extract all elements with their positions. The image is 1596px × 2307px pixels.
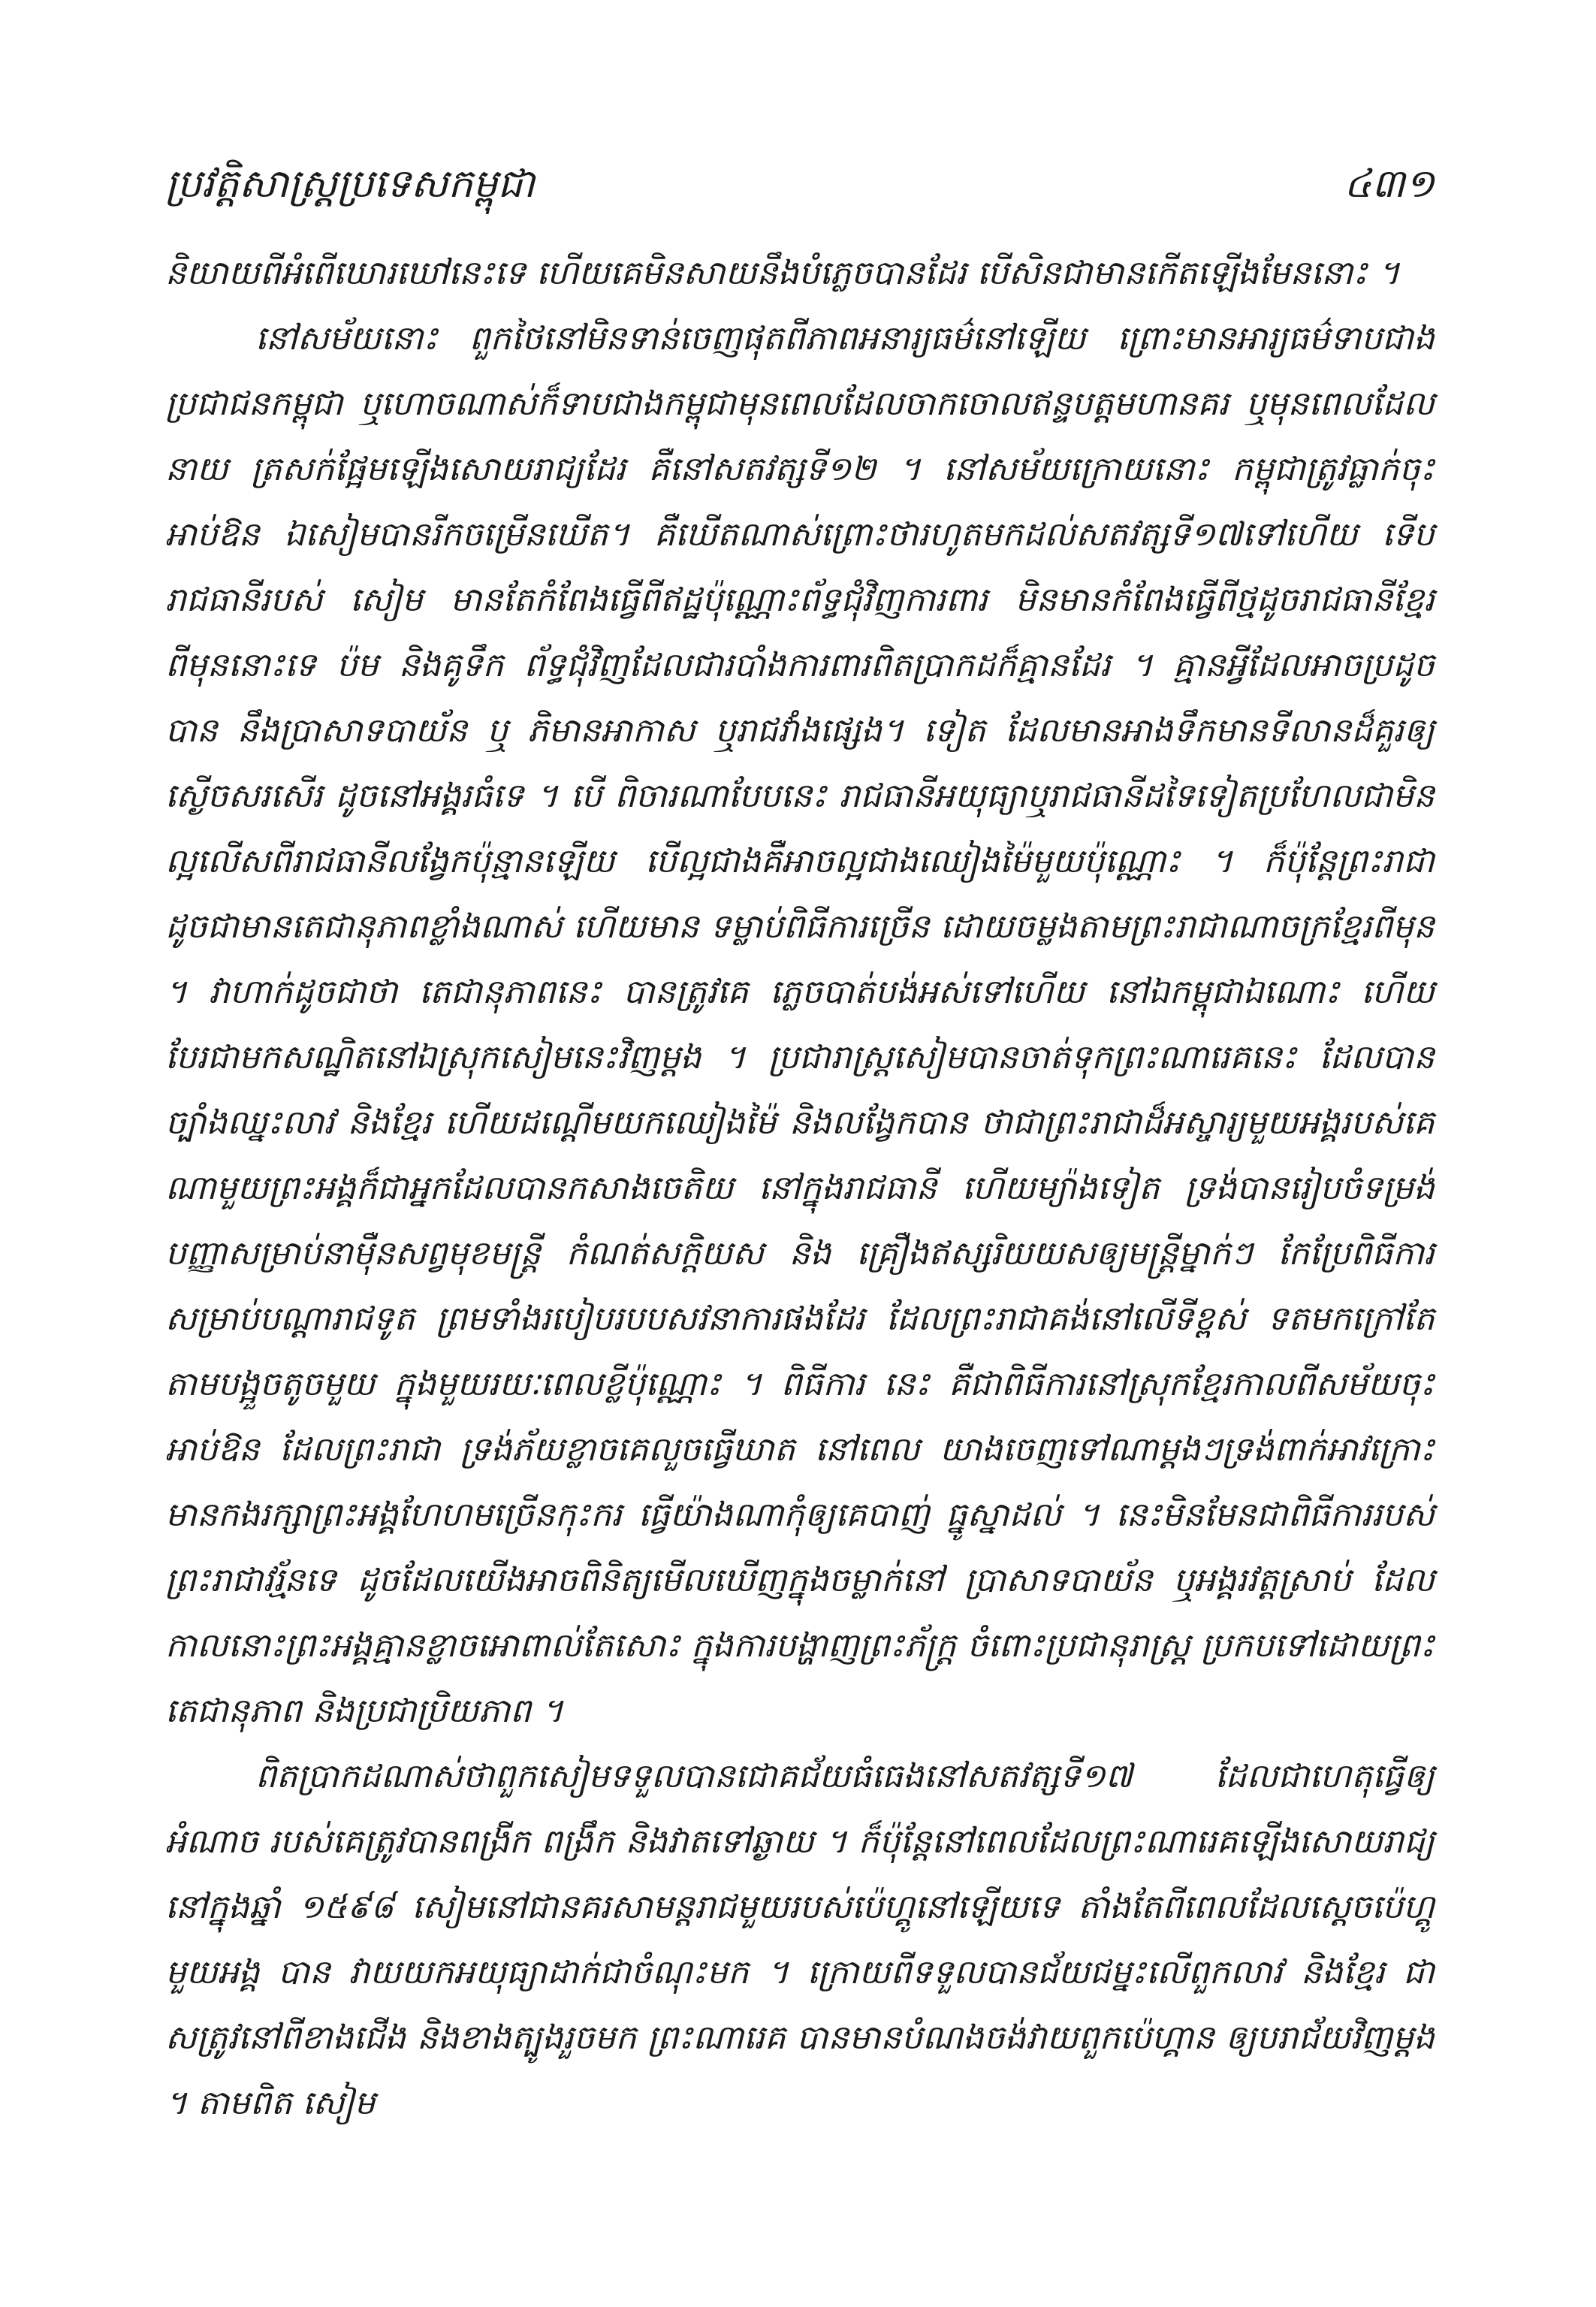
running-title: ប្រវត្តិសាស្ត្រប្រទេសកម្ពុជា <box>165 162 536 207</box>
paragraph: ពិតប្រាកដណាស់ថាពួកសៀមទទួលបានជោគជ័យធំធេងនៅសតវត្សទី១៧ ដែលជាហេតុធ្វើឲ្យអំណាច របស់គេត្រូវបានពង្រីក ពង្រឹក និងវាតទៅឆ្ងាយ ។ ក៏ប៉ុន្តែនៅពេលដែលព្រះណារេគឡើងសោយរាជ្យ នៅក្នុងឆ្នាំ ១៥៩៨ សៀមនៅជានគរសាមន្តរាជមួយរបស់ប៉េហ្គូនៅឡើយទេ តាំងតែពីពេលដែលស្តេចប៉េហ្គូមួយអង្គ បាន វាយយកអយុធ្យាដាក់ជាចំណុះមក ។ ក្រោយពីទទួលបានជ័យជម្នះលើពួកលាវ និងខ្មែរ ជាសត្រូវនៅពីខាងជើង និងខាងត្បូងរួចមក ព្រះណារេគ បានមានបំណងចង់វាយពួកប៉េហ្គាន ឲ្យបរាជ័យវិញម្តង ។ តាមពិត សៀម <box>165 1757 1435 2122</box>
page-number: ៤៣១ <box>1344 162 1435 207</box>
running-header <box>165 158 1435 218</box>
paragraph: នៅសម័យនោះ ពួកថៃនៅមិនទាន់ចេញផុតពីភាពអនារ្យធម៌នៅឡើយ ព្រោះមានអារ្យធម៌ទាបជាង ប្រជាជនកម្ពុជា ឬហោចណាស់ក៏ទាបជាងកម្ពុជាមុនពេលដែលចាកចោលឥន្ទបត្តមហានគរ ឬមុនពេលដែលនាយ ត្រសក់ផ្អែមឡើងសោយរាជ្យដែរ គឺនៅសតវត្សទី១២ ។ នៅសម័យក្រោយនោះ កម្ពុជាត្រូវធ្លាក់ចុះអាប់ឱន ឯសៀមបានរីកចម្រើនឃើត។ គឺឃើតណាស់ព្រោះថារហូតមកដល់សតវត្សទី១៧ទៅហើយ ទើបរាជធានីរបស់ សៀម មានតែកំពែងធ្វើពីឥដ្ឋប៉ុណ្ណោះព័ទ្ធជុំវិញការពារ មិនមានកំពែងធ្វើពីថ្មដូចរាជធានីខ្មែរពីមុននោះទេ ប៉ម និងគូទឹក ព័ទ្ធជុំវិញដែលជារបាំងការពារពិតប្រាកដក៏គ្មានដែរ ។ គ្មានអ្វីដែលអាចប្រដូចបាន នឹងប្រាសាទបាយ័ន ឬ ភិមានអាកាស ឬរាជវាំងផ្សេង។ ទៀត ដែលមានអាងទឹកមានទីលានដ៏គួរឲ្យស្ងើចសរសើរ ដូចនៅអង្គរធំទេ ។ បើ ពិចារណាបែបនេះ រាជធានីអយុធ្យាឬរាជធានីដទៃទៀតប្រហែលជាមិនល្អលើសពីរាជធានីលង្វែកប៉ុន្មានឡើយ បើល្អជាងគឺអាចល្អជាងឈៀងម៉ៃមួយប៉ុណ្ណោះ ។ ក៏ប៉ុន្តែព្រះរាជាដូចជាមានតេជានុភាពខ្លាំងណាស់ ហើយមាន ទម្លាប់ពិធីការច្រើន ដោយចម្លងតាមព្រះរាជាណាចក្រខ្មែរពីមុន ។ វាហាក់ដូចជាថា តេជានុភាពនេះ បានត្រូវគេ ភ្លេចបាត់បង់អស់ទៅហើយ នៅឯកម្ពុជាឯណោះ ហើយបែរជាមកសណ្ឋិតនៅឯស្រុកសៀមនេះវិញម្តង ។ ប្រជារាស្ត្រសៀមបានចាត់ទុកព្រះណារេគនេះ ដែលបានច្បាំងឈ្នះលាវ និងខ្មែរ ហើយដណ្តើមយកឈៀងម៉ៃ និងលង្វែកបាន ថាជាព្រះរាជាដ៏អស្ចារ្យមួយអង្គរបស់គេ ណាមួយព្រះអង្គក៏ជាអ្នកដែលបានកសាងចេតិយ នៅក្នុងរាជធានី ហើយម្យ៉ាងទៀត ទ្រង់បានរៀបចំទម្រង់បញ្ញាសម្រាប់នាម៉ឺនសព្វមុខមន្ត្រី កំណត់សក្តិយស និង គ្រឿងឥស្សរិយយសឲ្យមន្ត្រីម្នាក់ៗ កែប្រែពិធីការសម្រាប់បណ្តារាជទូត ព្រមទាំងរបៀបរបបសវនាការផងដែរ ដែលព្រះរាជាគង់នៅលើទីខ្ពស់ ទតមកក្រៅតែតាមបង្អួចតូចមួយ ក្នុងមួយរយៈពេលខ្លីប៉ុណ្ណោះ ។ ពិធីការ នេះ គឺជាពិធីការនៅស្រុកខ្មែរកាលពីសម័យចុះអាប់ឱន ដែលព្រះរាជា ទ្រង់ភ័យខ្លាចគេលួចធ្វើឃាត នៅពេល យាងចេញទៅណាម្តងៗទ្រង់ពាក់អាវក្រោះ មានកងរក្សាព្រះអង្គហែហមច្រើនកុះករ ធ្វើយ៉ាងណាកុំឲ្យគេបាញ់ ធ្នូស្នាដល់ ។ នេះមិនមែនជាពិធីការរបស់ព្រះរាជាវរ្ម័នទេ ដូចដែលយើងអាចពិនិត្យមើលឃើញក្នុងចម្លាក់នៅ ប្រាសាទបាយ័ន ឬអង្គរវត្តស្រាប់ ដែលកាលនោះព្រះអង្គគ្មានខ្លាចអោពាល់តែសោះ ក្នុងការបង្ហាញព្រះភ័ក្ត្រ ចំពោះប្រជានុរាស្ត្រ ប្រកបទៅដោយព្រះតេជានុភាព និងប្រជាប្រិយភាព ។ <box>165 319 1435 1730</box>
paragraph: និយាយពីអំពើឃោរឃៅនេះទេ ហើយគេមិនសាយនឹងបំភ្លេចបានដែរ បើសិនជាមានកើតឡើងមែននោះ ។ <box>165 254 1400 292</box>
body-text <box>165 240 1435 2136</box>
